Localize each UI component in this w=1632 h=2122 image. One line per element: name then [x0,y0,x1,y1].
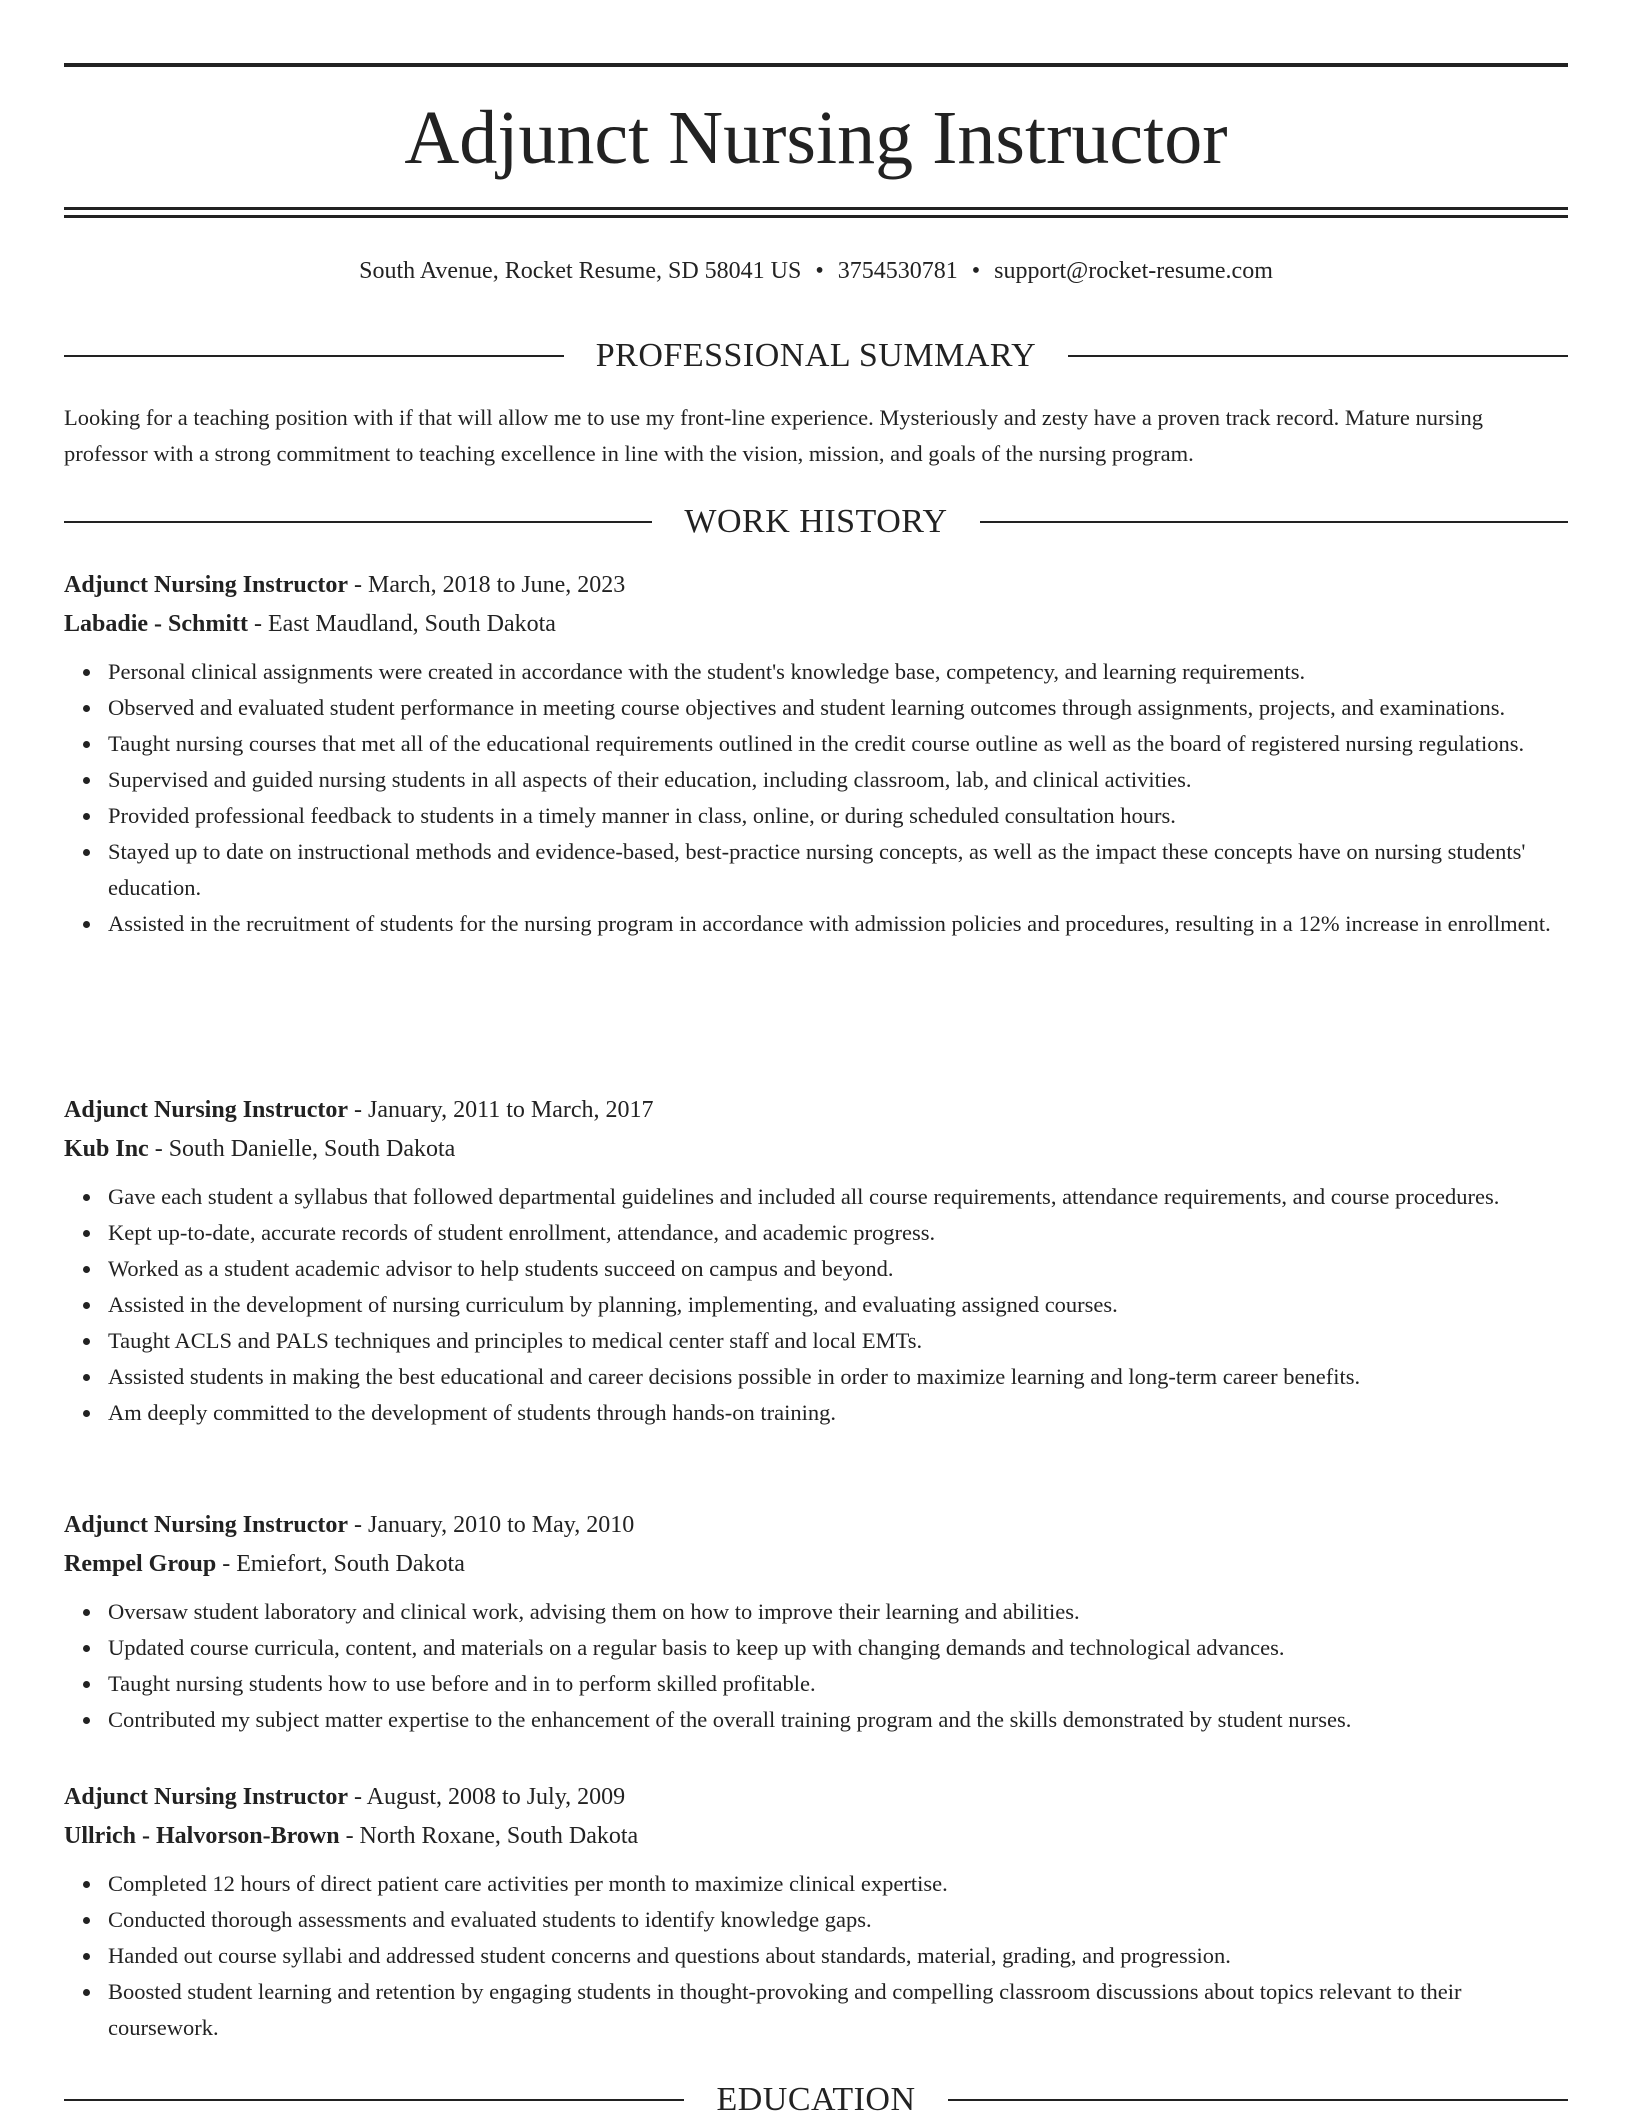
list-item: Supervised and guided nursing students in all aspects of their education, including classroom, lab, and clinical activities. [108,762,1568,798]
header-double-rule-upper [64,207,1568,210]
job-title-line [64,1506,1568,1545]
job-dates: - March, 2018 to June, 2023 [348,572,626,598]
list-item: Contributed my subject matter expertise to the enhancement of the overall training program and the skills demonstrated by student nurses. [108,1702,1568,1738]
job-title: Adjunct Nursing Instructor [64,572,349,598]
list-item: Updated course curricula, content, and materials on a regular basis to keep up with changing demands and technological advances. [108,1630,1568,1666]
contact-line [64,254,1568,288]
job-title: Adjunct Nursing Instructor [64,1097,349,1123]
section-heading-summary [64,334,1568,378]
list-item: Completed 12 hours of direct patient care activities per month to maximize clinical expertise. [108,1866,1568,1902]
job-bullets [64,1866,1568,2046]
section-rule-right [980,521,1568,523]
job-title: Adjunct Nursing Instructor [64,1784,349,1810]
list-item: Assisted students in making the best educational and career decisions possible in order to maximize learning and long-term career benefits. [108,1359,1568,1395]
job-company: Rempel Group [64,1551,217,1577]
list-item: Taught ACLS and PALS techniques and principles to medical center staff and local EMTs. [108,1323,1568,1359]
list-item: Kept up-to-date, accurate records of student enrollment, attendance, and academic progress. [108,1215,1568,1251]
list-item: Assisted in the development of nursing curriculum by planning, implementing, and evaluating assigned courses. [108,1287,1568,1323]
job-location: - Emiefort, South Dakota [216,1551,465,1577]
list-item: Taught nursing courses that met all of the educational requirements outlined in the credit course outline as well as the board of registered nursing regulations. [108,726,1568,762]
section-rule-right [1068,355,1568,357]
list-item: Stayed up to date on instructional methods and evidence-based, best-practice nursing concepts, as well as the impact these concepts have on nursing students' education. [108,834,1568,906]
contact-phone: 3754530781 [837,258,958,284]
contact-separator: • [971,258,981,284]
section-title: PROFESSIONAL SUMMARY [595,337,1037,374]
job-bullets [64,1179,1568,1431]
list-item: Worked as a student academic advisor to help students succeed on campus and beyond. [108,1251,1568,1287]
job-title-line [64,566,1568,605]
job-dates: - January, 2011 to March, 2017 [348,1097,654,1123]
list-item: Taught nursing students how to use before and in to perform skilled profitable. [108,1666,1568,1702]
section-title: EDUCATION [716,2081,916,2118]
job-company: Labadie - Schmitt [64,611,249,637]
job-entry [64,566,1568,942]
job-title: Adjunct Nursing Instructor [64,1512,349,1538]
list-item: Boosted student learning and retention by engaging students in thought-provoking and compelling classroom discussions about topics relevant to their coursework. [108,1974,1568,2046]
list-item: Provided professional feedback to students in a timely manner in class, online, or during scheduled consultation hours. [108,798,1568,834]
job-bullets [64,654,1568,942]
list-item: Oversaw student laboratory and clinical work, advising them on how to improve their learning and abilities. [108,1594,1568,1630]
job-company: Kub Inc [64,1136,149,1162]
resume-name: Adjunct Nursing Instructor [404,96,1228,180]
list-item: Assisted in the recruitment of students for the nursing program in accordance with admission policies and procedures, resulting in a 12% increase in enrollment. [108,906,1568,942]
list-item: Conducted thorough assessments and evaluated students to identify knowledge gaps. [108,1902,1568,1938]
job-location: - North Roxane, South Dakota [339,1823,639,1849]
job-entry [64,1506,1568,1738]
job-title-line [64,1778,1568,1817]
section-heading-work-history [64,500,1568,544]
contact-separator: • [815,258,824,284]
summary-text: Looking for a teaching position with if that will allow me to use my front-line experience. Mysteriously and zesty have a proven track record. Mature nursing professor with a strong commitment to teaching excellence in line with the vision, mission, and goals of the nursing program. [64,405,1483,466]
job-dates: - August, 2008 to July, 2009 [348,1784,626,1810]
section-rule-right [948,2099,1568,2101]
section-rule-left [64,355,564,357]
section-rule-left [64,2099,684,2101]
list-item: Handed out course syllabi and addressed student concerns and questions about standards, material, grading, and progression. [108,1938,1568,1974]
header-double-rule-lower [64,215,1568,218]
job-dates: - January, 2010 to May, 2010 [348,1512,635,1538]
job-title-line [64,1091,1568,1130]
job-entry [64,1778,1568,2046]
job-company-line [64,1130,1568,1169]
contact-email: support@rocket-resume.com [994,258,1273,284]
job-company-line [64,1817,1568,1856]
list-item: Observed and evaluated student performance in meeting course objectives and student learning outcomes through assignments, projects, and examinations. [108,690,1568,726]
contact-address: South Avenue, Rocket Resume, SD 58041 US [359,258,802,284]
job-bullets [64,1594,1568,1738]
job-location: - South Danielle, South Dakota [148,1136,456,1162]
list-item: Gave each student a syllabus that followed departmental guidelines and included all course requirements, attendance requirements, and course procedures. [108,1179,1568,1215]
header-top-rule [64,63,1568,67]
job-company: Ullrich - Halvorson-Brown [64,1823,340,1849]
section-rule-left [64,521,652,523]
list-item: Personal clinical assignments were created in accordance with the student's knowledge base, competency, and learning requirements. [108,654,1568,690]
job-company-line [64,605,1568,644]
section-title: WORK HISTORY [684,503,948,540]
section-heading-education [64,2078,1568,2122]
job-company-line [64,1545,1568,1584]
job-location: - East Maudland, South Dakota [248,611,556,637]
list-item: Am deeply committed to the development of students through hands-on training. [108,1395,1568,1431]
job-entry [64,1091,1568,1431]
